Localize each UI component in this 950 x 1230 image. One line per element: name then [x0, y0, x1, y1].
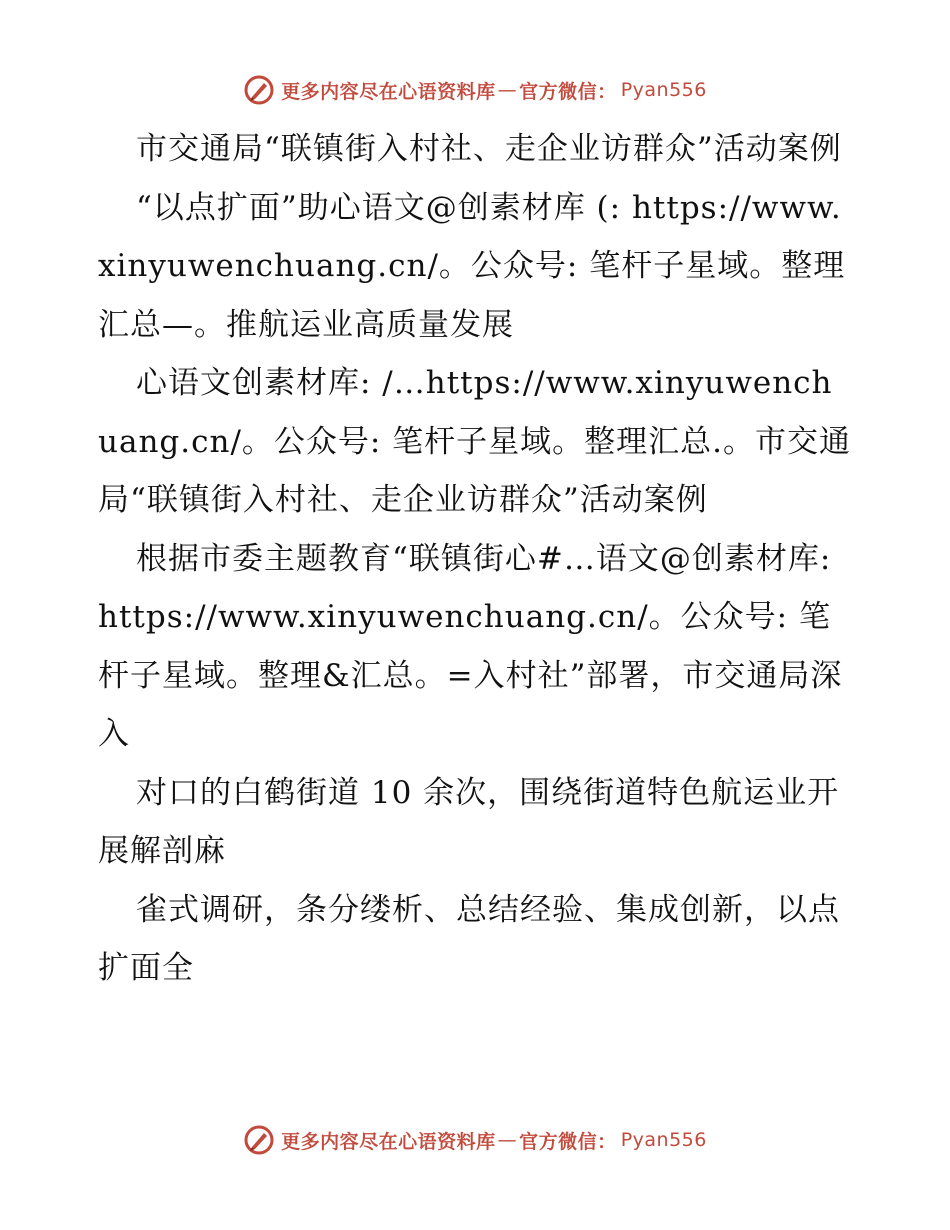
watermark-official: 官方微信：	[519, 1130, 617, 1153]
paragraph: 根据市委主题教育“联镇街心#…语文@创素材库: https://www.xinyuwenchuang.cn/。公众号: 笔杆子星域。整理&汇总。=入村社”部署，市交通局深入	[98, 540, 843, 752]
paragraph: 雀式调研，条分缕析、总结经验、集成创新，以点扩面全	[98, 891, 840, 986]
document-body	[98, 120, 853, 998]
paragraph: 对口的白鹤街道 10 余次，围绕街道特色航运业开展解剖麻	[98, 774, 840, 869]
watermark-text: 更多内容尽在心语资料库	[281, 80, 496, 103]
pen-logo-icon	[243, 1124, 275, 1156]
pen-logo-icon	[243, 74, 275, 106]
watermark-separator: —	[497, 79, 518, 101]
watermark-official: 官方微信：	[519, 80, 617, 103]
paragraph: “以点扩面”助心语文@创素材库 (: https://www.xinyuwenchuang.cn/。公众号: 笔杆子星域。整理汇总—。推航运业高质量发展	[98, 189, 846, 343]
watermark-separator: —	[497, 1129, 518, 1151]
header-watermark	[0, 70, 950, 110]
watermark-text: 更多内容尽在心语资料库	[281, 1130, 496, 1153]
footer-watermark	[0, 1120, 950, 1160]
watermark-wechat-id: Pyan556	[620, 1129, 707, 1151]
paragraph-title: 市交通局“联镇街入村社、走企业访群众”活动案例	[136, 131, 842, 167]
watermark-wechat-id: Pyan556	[620, 79, 707, 101]
paragraph: 心语文创素材库: /…https://www.xinyuwenchuang.cn/。公众号: 笔杆子星域。整理汇总.。市交通局“联镇街入村社、走企业访群众”活动案例	[98, 365, 852, 518]
